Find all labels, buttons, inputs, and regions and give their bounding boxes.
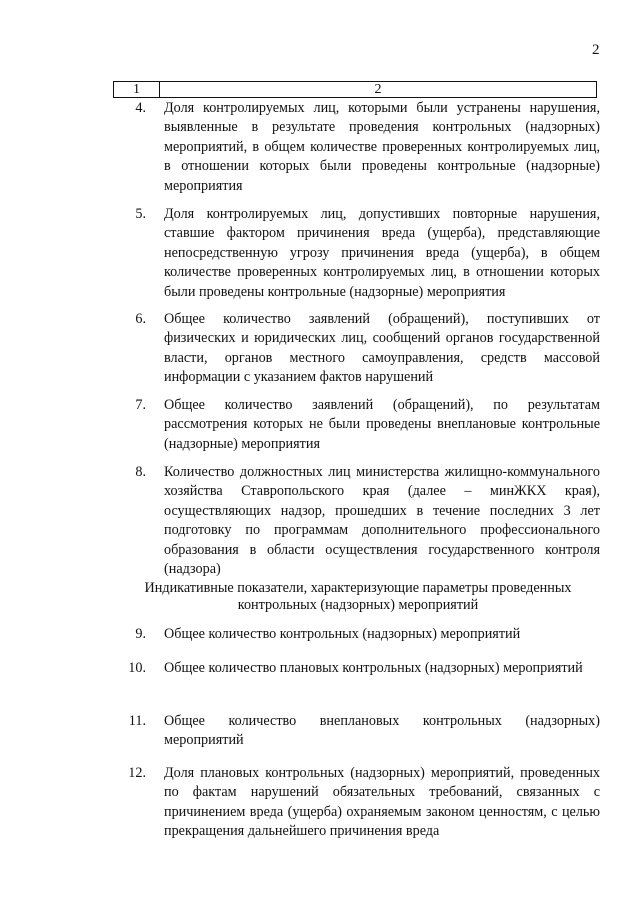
item-text: Общее количество заявлений (обращений), по результатам рассмотрения которых не были проведены внеплановые контрольные (надзорные) мероприятия xyxy=(164,397,600,452)
item-number: 5. xyxy=(135,206,146,222)
page-number: 2 xyxy=(592,42,600,58)
section-heading-line-1: Индикативные показатели, характеризующие параметры проведенных xyxy=(144,580,572,596)
indicator-item-6 xyxy=(120,310,600,388)
indicator-item-12 xyxy=(120,764,600,842)
item-text: Общее количество внеплановых контрольных (надзорных) мероприятий xyxy=(164,713,600,749)
item-number: 9. xyxy=(135,626,146,642)
section-heading xyxy=(116,580,600,614)
section-heading-line-2: контрольных (надзорных) мероприятий xyxy=(237,597,479,613)
item-text: Доля плановых контрольных (надзорных) мероприятий, проведенных по фактам нарушений обязательных требований, связанных с причинением вреда (ущерба) охраняемым законом ценностям, с целью прекращения дальнейшего причинения вреда xyxy=(164,765,600,840)
column-number-1: 1 xyxy=(114,82,160,98)
item-text: Доля контролируемых лиц, которыми были устранены нарушения, выявленные в результате проведения контрольных (надзорных) мероприятий, в общем количестве проверенных контролируемых лиц, в отношении которых были проведены контрольные (надзорные) мероприятия xyxy=(164,100,600,194)
indicator-item-5 xyxy=(120,205,600,302)
item-number: 4. xyxy=(135,100,146,116)
item-text: Доля контролируемых лиц, допустивших повторные нарушения, ставшие фактором причинения вреда (ущерба), представляющие непосредственную угрозу причинения вреда (ущерба), в общем количестве проверенных контролируемых лиц, в отношении которых были проведены контрольные (надзорные) мероприятия xyxy=(164,206,600,300)
item-text: Количество должностных лиц министерства жилищно-коммунального хозяйства Ставропольского края (далее – минЖКХ края), осуществляющих надзор, прошедших в течение последних 3 лет подготовку по программам дополнительного профессионального образования в области осуществления государственного контроля (надзора) xyxy=(164,464,600,578)
item-text: Общее количество плановых контрольных (надзорных) мероприятий xyxy=(164,660,583,676)
item-number: 7. xyxy=(135,397,146,413)
item-text: Общее количество заявлений (обращений), поступивших от физических и юридических лиц, сообщений органов государственной власти, органов местного самоуправления, средств массовой информации с указанием фактов нарушений xyxy=(164,311,600,386)
item-number: 8. xyxy=(135,464,146,480)
item-number: 11. xyxy=(128,713,146,729)
item-number: 6. xyxy=(135,311,146,327)
indicator-item-11 xyxy=(120,712,600,751)
item-number: 12. xyxy=(128,765,146,781)
indicator-item-10 xyxy=(120,659,600,678)
indicator-item-4 xyxy=(120,99,600,196)
column-number-2: 2 xyxy=(160,82,597,98)
item-number: 10. xyxy=(128,660,146,676)
table-header xyxy=(113,81,597,98)
indicator-item-9 xyxy=(120,625,600,644)
indicator-item-7 xyxy=(120,396,600,454)
item-text: Общее количество контрольных (надзорных) мероприятий xyxy=(164,626,521,642)
indicator-item-8 xyxy=(120,463,600,579)
